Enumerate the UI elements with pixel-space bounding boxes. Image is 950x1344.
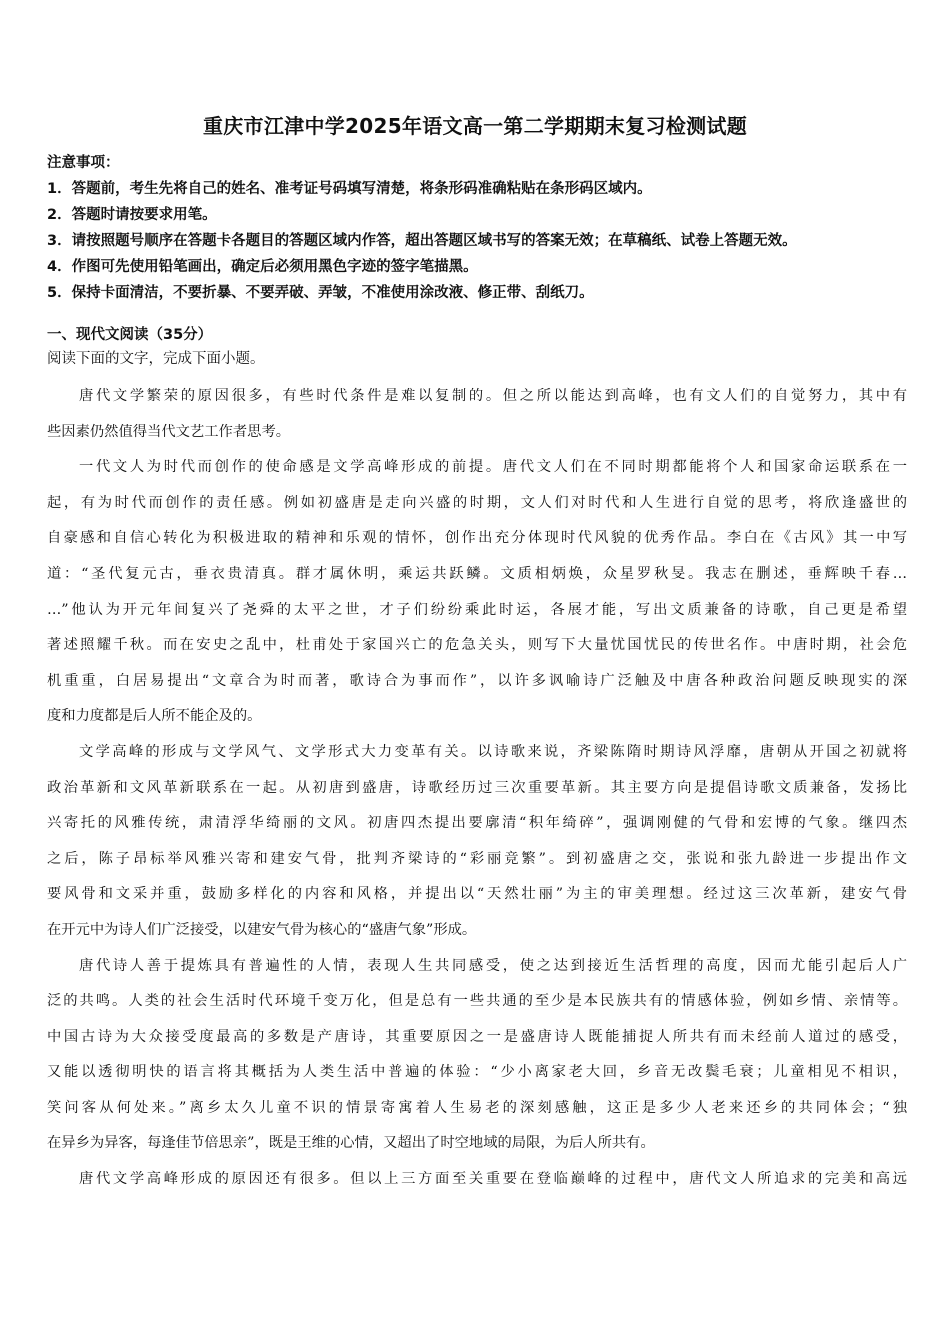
passage-line: 笑问客从何处来。”离乡太久儿童不识的情景寄寓着人生易老的深刻感触，这正是多少人老来还乡的共同体会；“独 [47,1099,907,1116]
notice-item: 3．请按照题号顺序在答题卡各题目的答题区域内作答，超出答题区域书写的答案无效；在草稿纸、试卷上答题无效。 [47,233,797,249]
passage-line: 度和力度都是后人所不能企及的。 [47,708,262,725]
passage-line: 政治革新和文风革新联系在一起。从初唐到盛唐，诗歌经历过三次重要革新。其主要方向是提倡诗歌文质兼备，发扬比 [47,779,907,796]
notice-item: 2．答题时请按要求用笔。 [47,207,217,223]
passage-line: 自豪感和自信心转化为积极进取的精神和乐观的情怀，创作出充分体现时代风貌的优秀作品。李白在《古风》其一中写 [47,530,907,547]
passage-line: 之后，陈子昂标举风雅兴寄和建安气骨，批判齐梁诗的“彩丽竞繁”。到初盛唐之交，张说和张九龄进一步提出作文 [47,850,907,867]
passage-line: 一代文人为时代而创作的使命感是文学高峰形成的前提。唐代文人们在不同时期都能将个人和国家命运联系在一 [79,459,907,476]
section-heading: 一、现代文阅读（35分） [47,327,213,343]
passage-line: 在开元中为诗人们广泛接受，以建安气骨为核心的“盛唐气象”形成。 [47,921,477,938]
reading-passage [47,379,907,1198]
section-instruction: 阅读下面的文字，完成下面小题。 [47,351,265,367]
passage-line: 泛的共鸣。人类的社会生活时代环境千变万化，但是总有一些共通的至少是本民族共有的情感体验，例如乡情、亲情等。 [47,993,907,1010]
notice-item: 5．保持卡面清洁，不要折暴、不要弄破、弄皱，不准使用涂改液、修正带、刮纸刀。 [47,285,594,301]
passage-line: 中国古诗为大众接受度最高的多数是产唐诗，其重要原因之一是盛唐诗人既能捕捉人所共有而未经前人道过的感受， [47,1028,907,1045]
notice-section [47,150,917,306]
passage-line: 在异乡为异客，每逢佳节倍思亲”，既是王维的心情，又超出了时空地域的局限，为后人所共有。 [47,1135,655,1152]
passage-line: …”他认为开元年间复兴了尧舜的太平之世，才子们纷纷乘此时运，各展才能，写出文质兼备的诗歌，自己更是希望 [47,601,907,618]
passage-line: 道：“圣代复元古，垂衣贵清真。群才属休明，乘运共跃鳞。文质相炳焕，众星罗秋旻。我志在删述，垂辉映千春… [47,565,907,582]
passage-line: 文学高峰的形成与文学风气、文学形式大力变革有关。以诗歌来说，齐梁陈隋时期诗风浮靡，唐朝从开国之初就将 [79,743,907,760]
passage-line: 唐代诗人善于提炼具有普遍性的人情，表现人生共同感受，使之达到接近生活哲理的高度，因而尤能引起后人广 [79,957,907,974]
notice-item: 4．作图可先使用铅笔画出，确定后必须用黑色字迹的签字笔描黑。 [47,259,478,275]
passage-line: 机重重，白居易提出“文章合为时而著，歌诗合为事而作”，以许多讽喻诗广泛触及中唐各种政治问题反映现实的深 [47,672,907,689]
passage-line: 些因素仍然值得当代文艺工作者思考。 [47,423,291,440]
passage-line: 又能以透彻明快的语言将其概括为人类生活中普遍的体验：“少小离家老大回，乡音无改鬓毛衰；儿童相见不相识， [47,1064,907,1081]
passage-line: 要风骨和文采并重，鼓励多样化的内容和风格，并提出以“天然壮丽”为主的审美理想。经过这三次革新，建安气骨 [47,886,907,903]
notice-heading: 注意事项： [47,155,120,171]
passage-line: 唐代文学繁荣的原因很多，有些时代条件是难以复制的。但之所以能达到高峰，也有文人们的自觉努力，其中有 [79,388,907,404]
passage-line: 兴寄托的风雅传统，肃清浮华绮丽的文风。初唐四杰提出要廓清“积年绮碎”，强调刚健的气骨和宏博的气象。继四杰 [47,815,907,832]
notice-item: 1．答题前，考生先将自己的姓名、准考证号码填写清楚，将条形码准确粘贴在条形码区域内。 [47,181,652,197]
page-title: 重庆市江津中学2025年语文高一第二学期期末复习检测试题 [202,114,748,138]
passage-line: 著述照耀千秋。而在安史之乱中，杜甫处于家国兴亡的危急关头，则写下大量忧国忧民的传世名作。中唐时期，社会危 [47,637,907,654]
passage-line: 唐代文学高峰形成的原因还有很多。但以上三方面至关重要在登临巅峰的过程中，唐代文人所追求的完美和高远 [79,1171,907,1188]
passage-line: 起，有为时代而创作的责任感。例如初盛唐是走向兴盛的时期，文人们对时代和人生进行自觉的思考，将欣逢盛世的 [47,494,907,511]
